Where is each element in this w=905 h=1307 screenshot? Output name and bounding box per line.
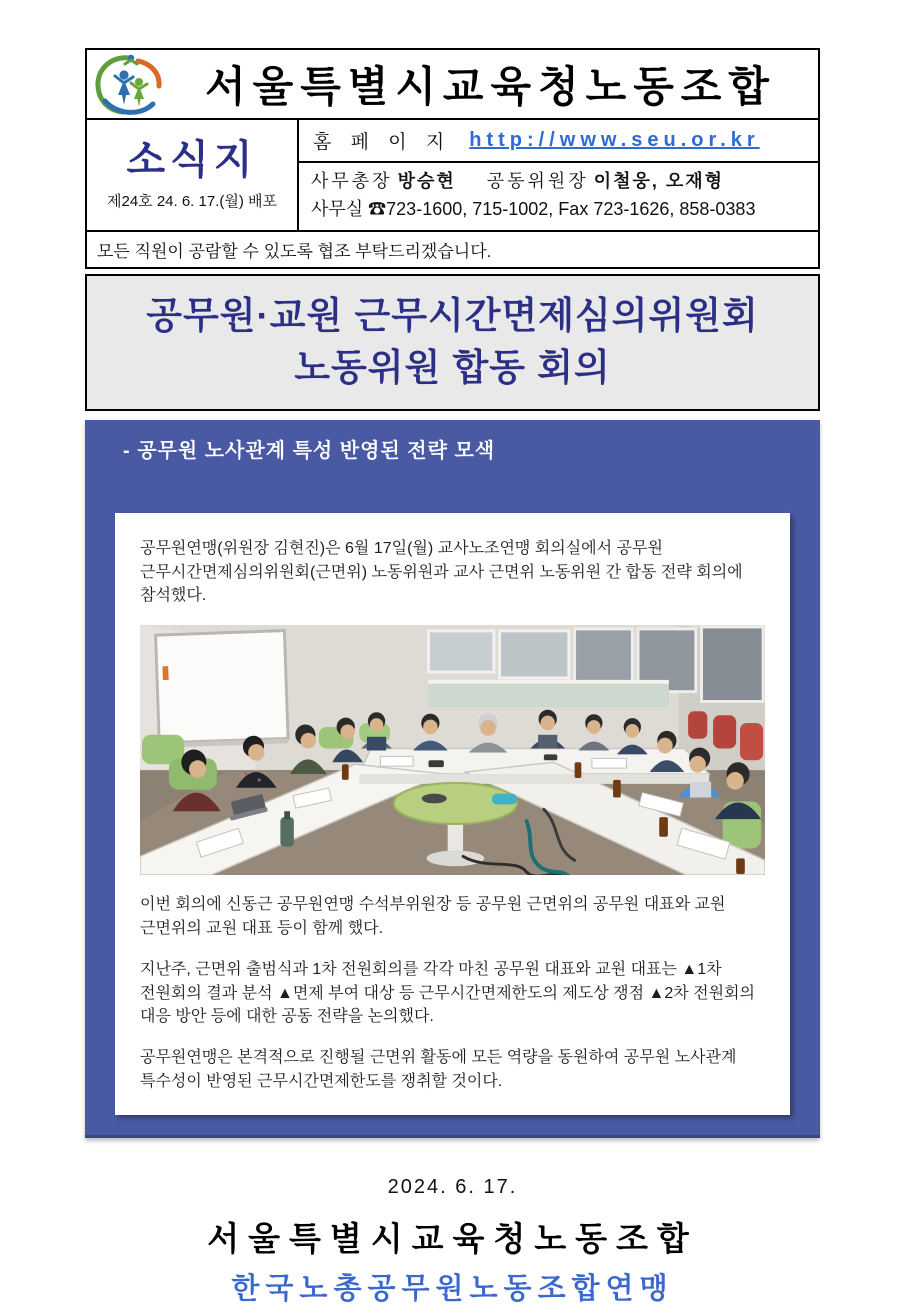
footer-org-primary: 서울특별시교육청노동조합 — [207, 1219, 698, 1257]
section-header: - 공무원 노사관계 특성 반영된 전략 모색 — [123, 440, 496, 463]
secretary-name: 방승현 — [397, 171, 456, 191]
article-card — [115, 513, 790, 1115]
meeting-photo — [140, 625, 765, 875]
headline-line1: 공무원·교원 근무시간면제심의위원회 — [146, 294, 759, 336]
footer-date: 2024. 6. 17. — [387, 1175, 518, 1198]
article-panel — [85, 420, 820, 1138]
article-paragraph: 지난주, 근면위 출범식과 1차 전원회의를 각각 마친 공무원 대표와 교원 대표는 ▲1차 전원회의 결과 분석 ▲면제 부여 대상 등 근무시간면제한도의 제도상 쟁점 ▲2차 전원회의 대응 방안 등에 대한 공동 전략을 논의했다. — [140, 961, 755, 1025]
homepage-label: 홈 페 이 지 — [313, 132, 452, 153]
header-info-row — [87, 118, 818, 230]
headline-line2: 노동위원 합동 회의 — [294, 346, 611, 388]
contact-rows — [299, 163, 818, 230]
article-paragraph: 공무원연맹은 본격적으로 진행될 근면위 활동에 모든 역량을 동원하여 공무원 노사관계 특수성이 반영된 근무시간면제한도를 쟁취할 것이다. — [140, 1049, 737, 1090]
circulation-notice: 모든 직원이 공람할 수 있도록 협조 부탁드리겠습니다. — [87, 230, 818, 267]
homepage-link[interactable]: http://www.seu.or.kr — [469, 129, 760, 151]
newsletter-issue: 제24호 24. 6. 17.(월) 배포 — [106, 193, 277, 211]
whiteboard — [156, 631, 289, 748]
chair-names: 이철웅, 오재형 — [593, 171, 725, 191]
article-paragraph: 이번 회의에 신동근 공무원연맹 수석부위원장 등 공무원 근면위의 공무원 대표와 교원 근면위의 교원 대표 등이 함께 했다. — [140, 896, 726, 937]
office-phone-line: 사무실 ☎723-1600, 715-1002, Fax 723-1626, 858-0383 — [311, 198, 756, 219]
newsletter-title: 소식지 — [126, 138, 258, 183]
footer — [85, 1176, 820, 1307]
chair-label: 공동위원장 — [486, 171, 589, 191]
headline-box — [85, 274, 820, 412]
newsletter-page — [85, 48, 820, 1307]
officials-line — [311, 168, 806, 196]
secretary-label: 사무총장 — [311, 171, 393, 191]
article-paragraph: 공무원연맹(위원장 김현진)은 6월 17일(월) 교사노조연맹 회의실에서 공무원 근무시간면제심의위원회(근면위) 노동위원과 교사 근면위 노동위원 간 합동 전략 회의에 참석했다. — [140, 540, 743, 605]
header-title-row — [87, 50, 818, 118]
header-contact-cell — [299, 120, 818, 230]
header-table — [85, 48, 820, 269]
footer-org-federation: 한국노총공무원노동조합연맹 — [231, 1272, 674, 1305]
newsletter-cell — [87, 120, 299, 230]
homepage-row — [299, 120, 818, 163]
union-logo-icon — [93, 53, 167, 115]
window-blinds — [428, 627, 763, 707]
org-title: 서울특별시교육청노동조합 — [205, 63, 776, 110]
